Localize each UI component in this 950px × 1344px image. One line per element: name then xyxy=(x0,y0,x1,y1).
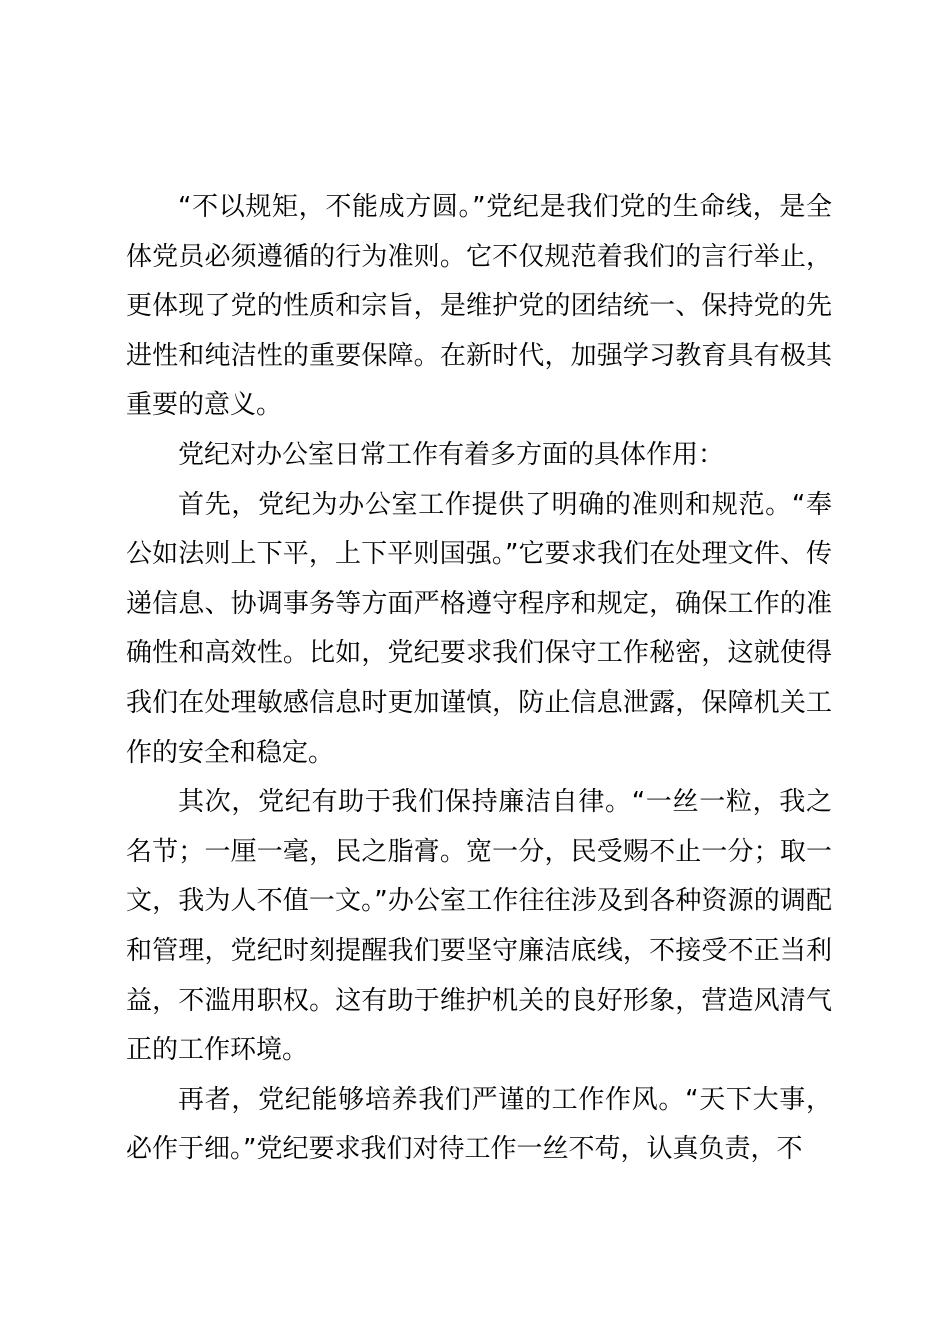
paragraph-third-point: 再者，党纪能够培养我们严谨的工作作风。“天下大事，必作于细。”党纪要求我们对待工作一丝不苟，认真负责，不 xyxy=(126,1084,832,1165)
paragraph-second-point: 其次，党纪有助于我们保持廉洁自律。“一丝一粒，我之名节；一厘一毫，民之脂膏。宽一分，民受赐不止一分；取一文，我为人不值一文。”办公室工作往往涉及到各种资源的调配和管理，党纪时刻提醒我们要坚守廉洁底线，不接受不正当利益，不滥用职权。这有助于维护机关的良好形象，营造风清气正的工作环境。 xyxy=(126,787,832,1066)
paragraph-intro: “不以规矩，不能成方圆。”党纪是我们党的生命线，是全体党员必须遵循的行为准则。它不仅规范着我们的言行举止，更体现了党的性质和宗旨，是维护党的团结统一、保持党的先进性和纯洁性的重要保障。在新时代，加强学习教育具有极其重要的意义。 xyxy=(126,192,832,421)
paragraph-role-heading: 党纪对办公室日常工作有着多方面的具体作用： xyxy=(178,439,725,470)
paragraph-first-point: 首先，党纪为办公室工作提供了明确的准则和规范。“奉公如法则上下平，上下平则国强。”它要求我们在处理文件、传递信息、协调事务等方面严格遵守程序和规定，确保工作的准确性和高效性。比如，党纪要求我们保守工作秘密，这就使得我们在处理敏感信息时更加谨慎，防止信息泄露，保障机关工作的安全和稳定。 xyxy=(126,489,832,768)
document-body xyxy=(126,183,832,1175)
